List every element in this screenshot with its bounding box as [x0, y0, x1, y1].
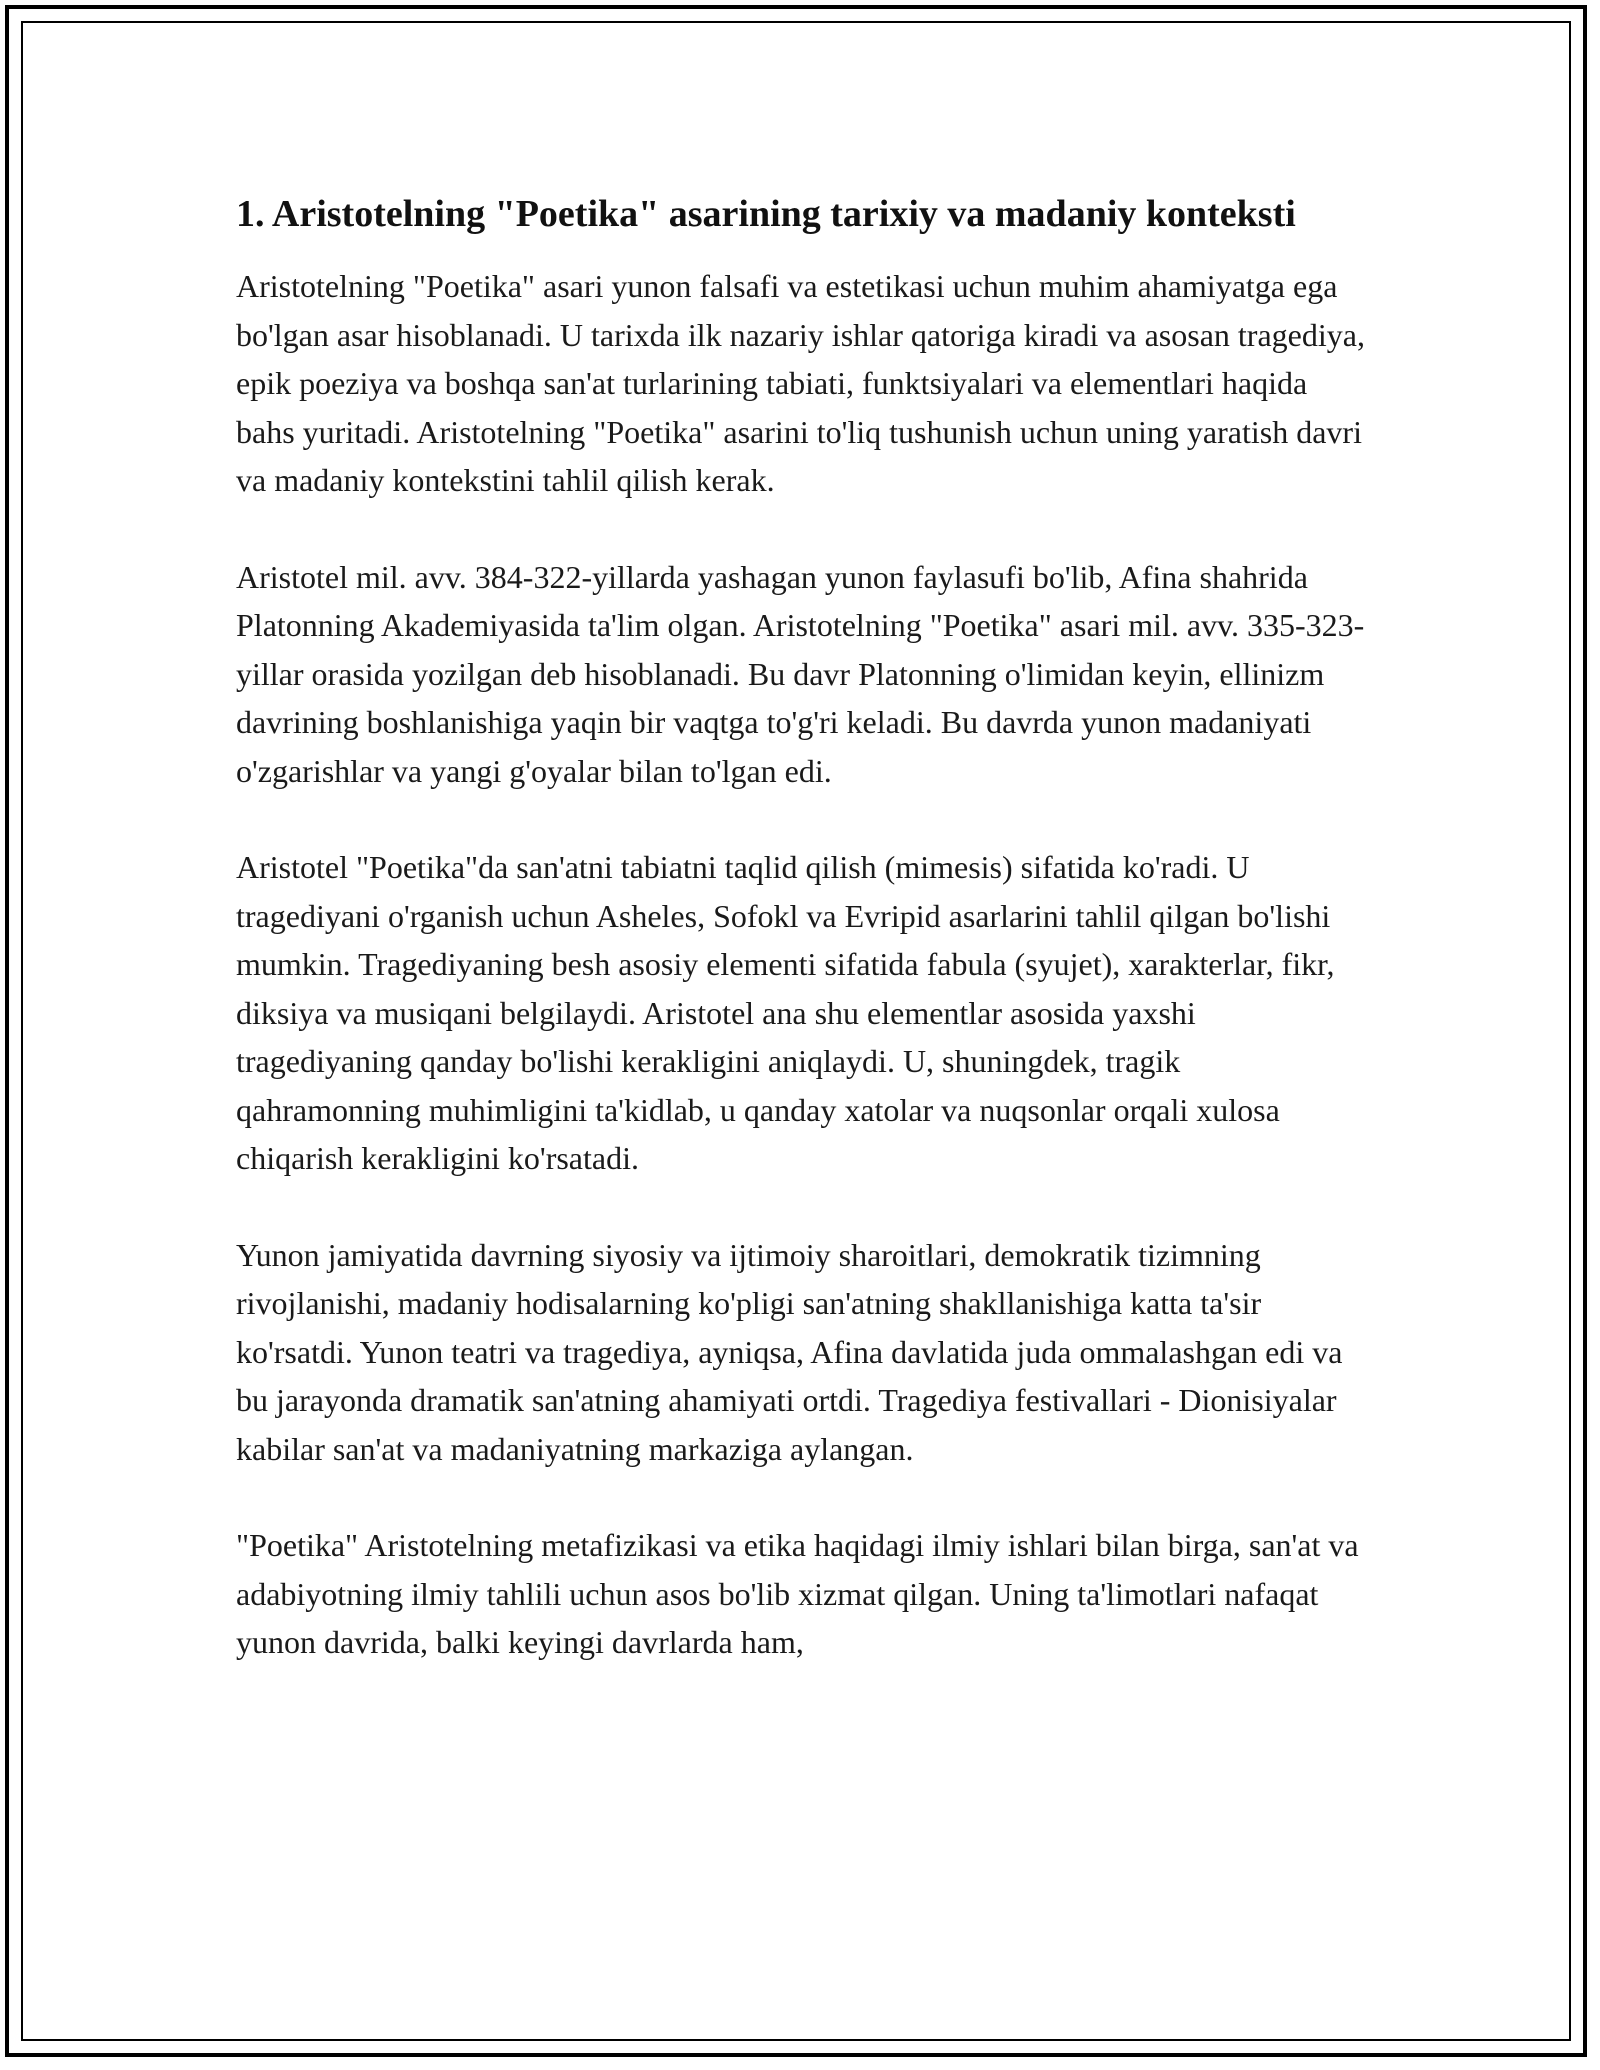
section-title: 1. Aristotelning "Poetika" asarining tarixiy va madaniy konteksti	[236, 193, 1296, 235]
paragraph-1: Aristotelning "Poetika" asari yunon falsafi va estetikasi uchun muhim ahamiyatga ega bo'lgan asar hisoblanadi. U tarixda ilk nazariy ishlar qatoriga kiradi va asosan tragediya, epik poeziya va boshqa san'at turlarining tabiati, funktsiyalari va elementlari haqida bahs yuritadi. Aristotelning "Poetika" asarini to'liq tushunish uchun uning yaratish davri va madaniy kontekstini tahlil qilish kerak.	[236, 268, 1365, 498]
paragraph-5: "Poetika" Aristotelning metafizikasi va etika haqidagi ilmiy ishlari bilan birga, san'at va adabiyotning ilmiy tahlili uchun asos bo'lib xizmat qilgan. Uning ta'limotlari nafaqat yunon davrida, balki keyingi davrlarda ham,	[236, 1527, 1359, 1660]
paragraph-3: Aristotel "Poetika"da san'atni tabiatni taqlid qilish (mimesis) sifatida ko'radi. U tragediyani o'rganish uchun Asheles, Sofokl va Evripid asarlarini tahlil qilgan bo'lishi mumkin. Tragediyaning besh asosiy elementi sifatida fabula (syujet), xarakterlar, fikr, diksiya va musiqani belgilaydi. Aristotel ana shu elementlar asosida yaxshi tragediyaning qanday bo'lishi kerakligini aniqlaydi. U, shuningdek, tragik qahramonning muhimligini ta'kidlab, u qanday xatolar va nuqsonlar orqali xulosa chiqarish kerakligini ko'rsatadi.	[236, 849, 1335, 1176]
paragraph-4: Yunon jamiyatida davrning siyosiy va ijtimoiy sharoitlari, demokratik tizimning rivojlanishi, madaniy hodisalarning ko'pligi san'atning shakllanishiga katta ta'sir ko'rsatdi. Yunon teatri va tragediya, ayniqsa, Afina davlatida juda ommalashgan edi va bu jarayonda dramatik san'atning ahamiyati ortdi. Tragediya festivallari - Dionisiyalar kabilar san'at va madaniyatning markaziga aylangan.	[236, 1236, 1343, 1467]
document-body	[236, 186, 1366, 1715]
paragraph-2: Aristotel mil. avv. 384-322-yillarda yashagan yunon faylasufi bo'lib, Afina shahrida Platonning Akademiyasida ta'lim olgan. Aristotelning "Poetika" asari mil. avv. 335-323-yillar orasida yozilgan deb hisoblanadi. Bu davr Platonning o'limidan keyin, ellinizm davrining boshlanishiga yaqin bir vaqtga to'g'ri keladi. Bu davrda yunon madaniyati o'zgarishlar va yangi g'oyalar bilan to'lgan edi.	[236, 558, 1365, 789]
